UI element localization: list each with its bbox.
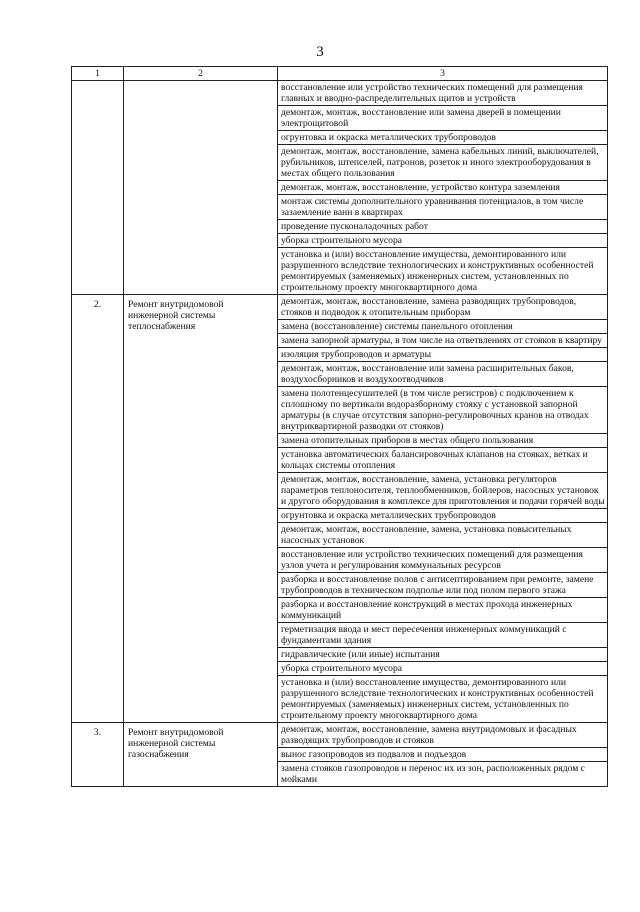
system-name: Ремонт внутридомовой инженерной системы газоснабжения xyxy=(124,723,278,787)
work-item: замена стояков газопроводов и перенос их из зон, расположенных рядом с мойками xyxy=(281,763,585,785)
work-item: демонтаж, монтаж, восстановление, замена, установка повысительных насосных установок xyxy=(278,523,607,548)
work-item: восстановление или устройство технических помещений для размещения главных и вводно-распределительных щитов и устройств xyxy=(278,81,607,106)
work-item: замена (восстановление) системы панельного отопления xyxy=(278,320,607,334)
system-name: Ремонт внутридомовой инженерной системы теплоснабжения xyxy=(124,295,278,723)
work-item: установка и (или) восстановление имущества, демонтированного или разрушенного вследствие технологических и конструктивных особенностей ремонтируемых (заменяемых) инженерных систем, установленных по строительному проекту многоквартирного дома xyxy=(281,249,594,293)
work-item: разборка и восстановление конструкций в местах прохода инженерных коммуникаций xyxy=(278,598,607,623)
row-number: 3. xyxy=(72,723,124,787)
work-item: разборка и восстановление полов с антисептированием при ремонте, замене трубопроводов в техническом подполье или под полом первого этажа xyxy=(278,573,607,598)
row-number: 2. xyxy=(72,295,124,723)
column-header-1: 1 xyxy=(72,67,124,81)
table-row xyxy=(72,81,608,295)
work-item: замена запорной арматуры, в том числе на ответвлениях от стояков в квартиру xyxy=(278,334,607,348)
work-item: монтаж системы дополнительного уравнивания потенциалов, в том числе зазаемление ванн в квартирах xyxy=(278,195,607,220)
work-item: замена полотенцесушителей (в том числе регистров) с подключением к сплошному по вертикали водоразборному стояку с установкой запорной арматуры (в случае отсутствия запорно-регулировочных кранов на отводах внутриквартирной разводки от стояков) xyxy=(278,387,607,434)
works-list xyxy=(278,81,608,295)
works-list xyxy=(278,295,608,723)
works-table xyxy=(71,66,608,787)
work-item: гидравлические (или иные) испытания xyxy=(278,648,607,662)
work-item: уборка строительного мусора xyxy=(278,662,607,676)
work-item: демонтаж, монтаж, восстановление, устройство контура заземления xyxy=(278,181,607,195)
work-item: огрунтовка и окраска металлических трубопроводов xyxy=(278,131,607,145)
work-item: герметизация ввода и мест пересечения инженерных коммуникаций с фундаментами здания xyxy=(278,623,607,648)
work-item: замена отопительных приборов в местах общего пользования xyxy=(278,434,607,448)
table-row xyxy=(72,723,608,787)
work-item: уборка строительного мусора xyxy=(278,234,607,248)
work-item: демонтаж, монтаж, восстановление или замена расширительных баков, воздухосборников и воздухоотводчиков xyxy=(278,362,607,387)
row-number xyxy=(72,81,124,295)
works-list xyxy=(278,723,608,787)
column-header-3: 3 xyxy=(278,67,608,81)
work-item: демонтаж, монтаж, восстановление, замена кабельных линий, выключателей, рубильников, штепселей, патронов, розеток и иного электрооборудования в местах общего пользования xyxy=(278,145,607,181)
work-item: демонтаж, монтаж, восстановление, замена внутридомовых и фасадных разводящих трубопроводов и стояков xyxy=(278,723,607,748)
work-item: установка автоматических балансировочных клапанов на стояках, ветках и кольцах системы отопления xyxy=(278,448,607,473)
table-header-row xyxy=(72,67,608,81)
work-item: восстановление или устройство технических помещений для размещения узлов учета и регулирования коммунальных ресурсов xyxy=(278,548,607,573)
work-item: вынос газопроводов из подвалов и подъездов xyxy=(278,748,607,762)
system-name xyxy=(124,81,278,295)
work-item: проведение пусконаладочных работ xyxy=(278,220,607,234)
column-header-2: 2 xyxy=(124,67,278,81)
work-item: демонтаж, монтаж, восстановление или замена дверей в помещении электрощитовой xyxy=(278,106,607,131)
work-item: изоляция трубопроводов и арматуры xyxy=(278,348,607,362)
work-item: демонтаж, монтаж, восстановление, замена разводящих трубопроводов, стояков и подводок к отопительным приборам xyxy=(278,295,607,320)
work-item: огрунтовка и окраска металлических трубопроводов xyxy=(278,509,607,523)
work-item: установка и (или) восстановление имущества, демонтированного или разрушенного вследствие технологических и конструктивных особенностей ремонтируемых (заменяемых) инженерных систем, установленных по строительному проекту многоквартирного дома xyxy=(281,677,594,721)
table-row xyxy=(72,295,608,723)
page-number: 3 xyxy=(316,44,324,60)
work-item: демонтаж, монтаж, восстановление, замена, установка регуляторов параметров теплоносителя, теплообменников, бойлеров, насосных установок и другого оборудования в комплексе для приготовления и подачи горячей воды xyxy=(278,473,607,509)
